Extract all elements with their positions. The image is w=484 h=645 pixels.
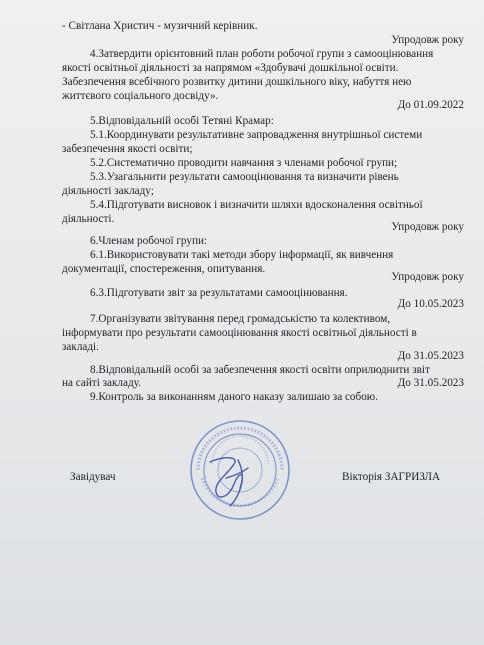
signature-scribble [200,448,260,510]
signer-position: Завідувач [70,471,116,483]
document-page: - Світлана Христич - музичний керівник. Упродовж року 4.Затвердити орієнтовний план роботи робочої групи з самооцінювання якості освітньої діяльності за напрямом «Здобувачі дошкільної освіти. Забезпечення всебічного розвитку дитини дошкільного віку, набуття нею життєвого соціального досвіду». До 01.09.2022 5.Відповідальній особі Тетяні Крамар: 5.1.Координувати результативне запровадження внутрішньої системи забезпечення якості освіти; 5.2.Систематично проводити навчання з членами робочої групи; 5.3.Узагальнити результати самооцінювання та визначити рівень діяльності закладу; 5.4.Підготувати висновок і визначити шляхи вдосконалення освітньої діяльності. Упродовж року 6.Членам робочої групи: 6.1.Використовувати такі методи збору інформації, як вивчення документації, спостереження, опитування. Упродовж року 6.3.Підготувати звіт за результатами самооцінювання. До 10.05.2023 7.Організувати звітування перед громадськістю та колективом, інформувати про результати самооцінювання якості освітньої діяльності в закладі. До 31.05.2023 8.Відповідальній особі за забезпечення якості освіти оприлюднити звіт на сайті закладу. До 31.05.2023 9.Контроль за виконанням даного наказу залишаю за собою. Завідувач Вікторія ЗАГРИЗЛА [0,0,484,645]
signer-name: Вікторія ЗАГРИЗЛА [342,471,441,483]
